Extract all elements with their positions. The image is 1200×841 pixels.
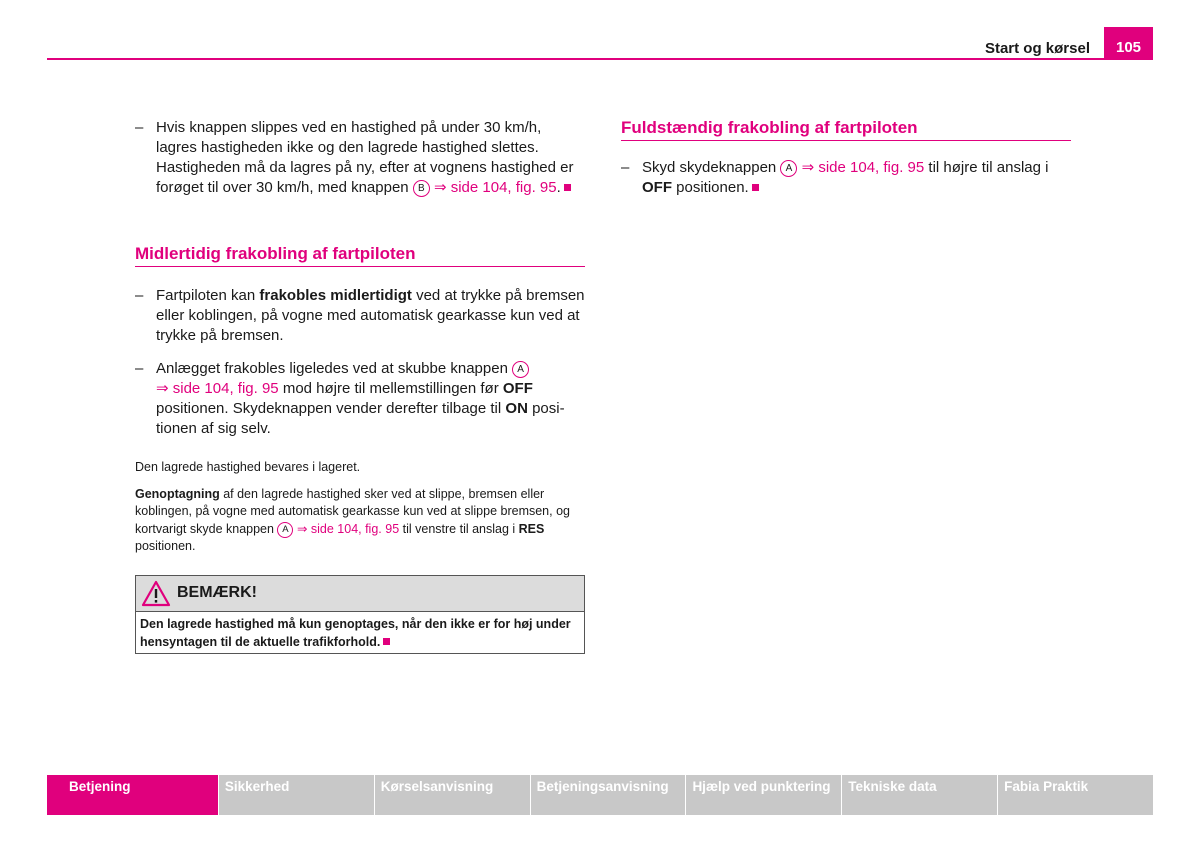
bullet-text: positionen. [672,179,749,196]
button-a-icon: A [780,160,797,177]
end-square-icon [564,184,571,191]
bullet-item [135,286,585,346]
bullet-text: ved at trykke på bremsen eller koblingen, på vogne med automatisk gearkasse kun ved at trykke på bremsen. [156,287,585,344]
bullet-bold: ON [505,400,528,417]
note-bold: Genoptagning [135,486,220,501]
bullet-bold: OFF [502,380,533,397]
bullet-item [135,359,585,439]
chapter-nav [47,775,1153,815]
nav-tab-fabia-praktik[interactable]: Fabia Praktik [998,775,1153,815]
note-paragraph [135,486,585,556]
nav-tab-betjening[interactable]: Betjening [47,775,218,815]
page-reference-link[interactable]: ⇒ side 104, fig. 95 [433,179,557,196]
page-reference-link[interactable]: ⇒ side 104, fig. 95 [801,159,925,176]
end-square-icon [752,184,759,191]
nav-tab-hjaelp-ved-punktering[interactable]: Hjælp ved punktering [686,775,841,815]
bullet-text: . [556,179,561,196]
section-title: Start og kørsel [984,40,1090,57]
bullet-dash: – [135,287,144,304]
bullet-bold: frakobles midlertidigt [259,287,412,304]
bullet-text: til højre til anslag i [924,159,1049,176]
section-heading: Midlertidig frakobling af fartpiloten [135,244,585,267]
page-number: 105 [1104,27,1153,60]
nav-tab-tekniske-data[interactable]: Tekniske data [842,775,997,815]
bullet-text: mod højre til mellemstillingen før [278,380,503,397]
bullet-text: positionen af sig selv. [156,400,565,437]
bullet-dash: – [621,159,630,176]
warning-triangle-icon [141,580,171,607]
note-text: til venstre til anslag i [399,521,519,536]
nav-tab-sikkerhed[interactable]: Sikkerhed [219,775,374,815]
button-b-icon: B [413,180,430,197]
warning-box [135,575,585,654]
nav-tab-betjeningsanvisning[interactable]: Betjeningsanvisning [531,775,686,815]
section-heading: Fuldstændig frakobling af fartpiloten [621,118,1071,141]
note-text: Den lagrede hastighed bevares i lageret. [135,460,361,474]
bullet-text: positionen. Skydeknappen vender derefter tilbage til [156,400,506,417]
bullet-dash: – [135,360,144,377]
bullet-text: Anlægget frakobles ligeledes ved at skubbe knappen [156,360,513,377]
header-rule [47,58,1153,60]
button-a-icon: A [277,522,293,538]
page-reference-link[interactable]: ⇒ side 104, fig. 95 [296,521,400,536]
warning-body [136,612,584,653]
bullet-text: Fartpiloten kan [156,287,260,304]
nav-tab-korselsanvisning[interactable]: Kørselsanvisning [375,775,530,815]
bullet-dash: – [135,119,144,136]
warning-header [136,576,584,612]
note-bold: RES [518,521,545,536]
page-reference-link[interactable]: ⇒ side 104, fig. 95 [156,380,279,397]
note-text: af den lagrede hastighed sker ved at slippe, bremsen eller koblingen, på vogne med automatisk gearkasse kun ved at slippe bremsen, og kortvarigt skyde knappen [135,486,570,536]
note-text: positionen. [135,539,196,553]
bullet-item [135,118,585,198]
bullet-text: Hvis knappen slippes ved en hastighed på under 30 km/h, lagres hastigheden ikke og den lagrede hastighed slettes. Hastigheden må da lagres på ny, efter at vognens hastighed er forøget til over 30 km/h, med knappen [156,119,574,196]
bullet-text: Skyd skydeknappen [642,159,781,176]
bullet-item [621,158,1071,198]
end-square-icon [383,638,390,645]
button-a-icon: A [512,361,529,378]
left-column [135,118,585,654]
warning-title: BEMÆRK! [177,584,257,601]
right-column [621,118,1071,211]
warning-text: Den lagrede hastighed må kun genoptages, når den ikke er for høj under hensyntagen til de aktuelle trafikforhold. [140,616,571,649]
bullet-bold: OFF [642,179,672,196]
